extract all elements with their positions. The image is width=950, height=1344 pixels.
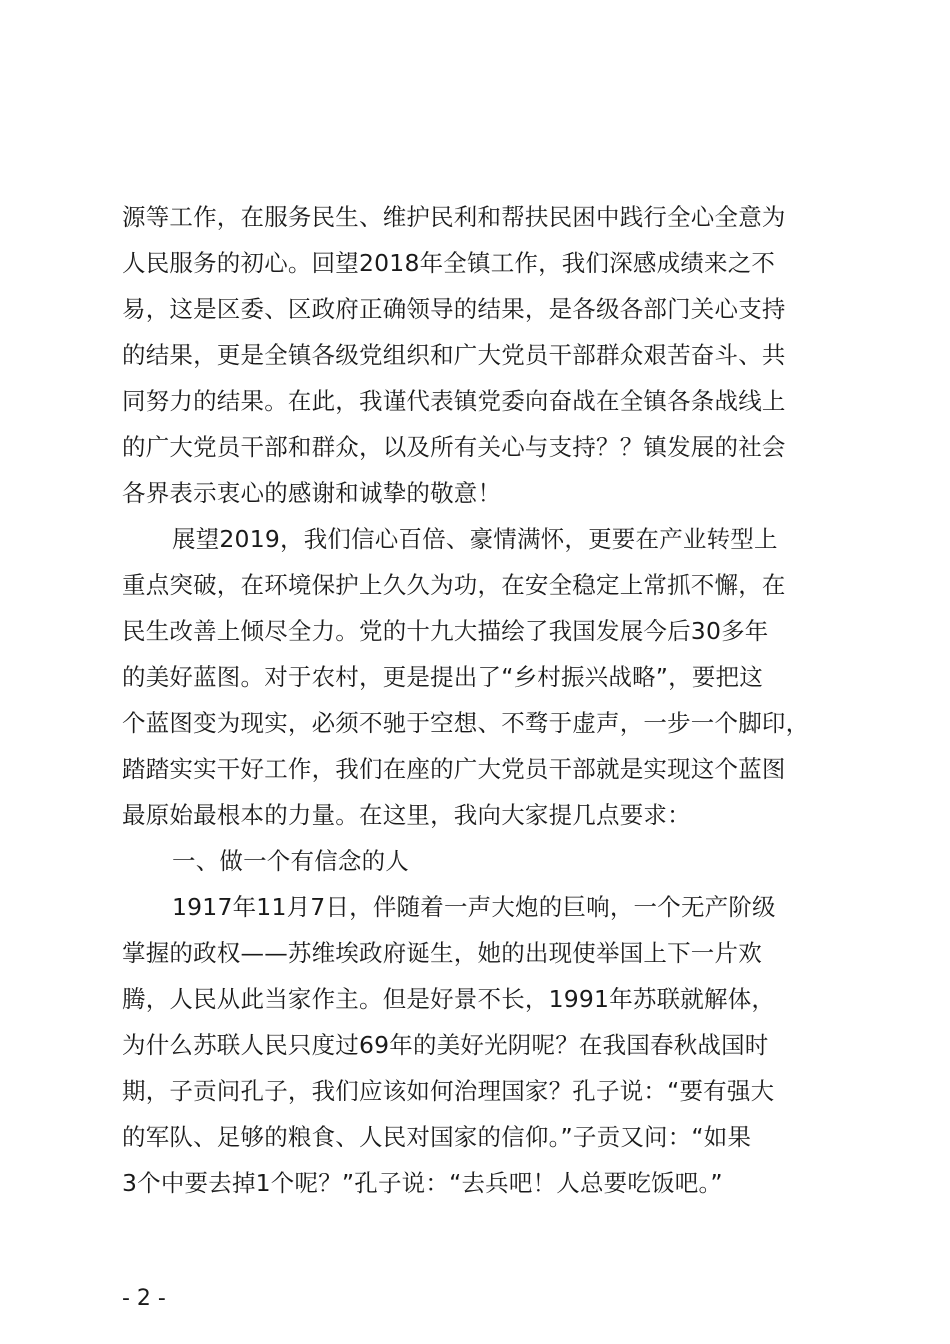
text-line: 展望2019，我们信心百倍、豪情满怀，更要在产业转型上	[172, 525, 778, 553]
text-line: 各界表示衷心的感谢和诚挚的敬意！	[122, 479, 502, 507]
text-line: 3个中要去掉1个呢？”孔子说：“去兵吧！人总要吃饭吧。”	[122, 1169, 723, 1197]
document-body	[122, 194, 832, 1206]
text-line: 人民服务的初心。回望2018年全镇工作，我们深感成绩来之不	[122, 249, 776, 277]
text-line: 同努力的结果。在此，我谨代表镇党委向奋战在全镇各条战线上	[122, 387, 786, 415]
text-line: 源等工作，在服务民生、维护民利和帮扶民困中践行全心全意为	[122, 203, 786, 231]
page-number: - 2 -	[122, 1286, 166, 1311]
text-line: 的军队、足够的粮食、人民对国家的信仰。”子贡又问：“如果	[122, 1123, 752, 1151]
text-line: 民生改善上倾尽全力。党的十九大描绘了我国发展今后30多年	[122, 617, 769, 645]
text-line: 掌握的政权——苏维埃政府诞生，她的出现使举国上下一片欢	[122, 939, 762, 967]
text-line: 腾，人民从此当家作主。但是好景不长，1991年苏联就解体，	[122, 985, 776, 1013]
text-line: 为什么苏联人民只度过69年的美好光阴呢？在我国春秋战国时	[122, 1031, 769, 1059]
text-line: 一、做一个有信念的人	[172, 847, 409, 875]
text-line: 易，这是区委、区政府正确领导的结果，是各级各部门关心支持	[122, 295, 786, 323]
text-line: 的广大党员干部和群众，以及所有关心与支持？？镇发展的社会	[122, 433, 786, 461]
text-line: 1917年11月7日，伴随着一声大炮的巨响，一个无产阶级	[172, 893, 776, 921]
text-line: 踏踏实实干好工作，我们在座的广大党员干部就是实现这个蓝图	[122, 755, 786, 783]
text-line: 期，子贡问孔子，我们应该如何治理国家？孔子说：“要有强大	[122, 1077, 775, 1105]
text-line: 的结果，更是全镇各级党组织和广大党员干部群众艰苦奋斗、共	[122, 341, 786, 369]
text-line: 个蓝图变为现实，必须不驰于空想、不骛于虚声，一步一个脚印，	[122, 709, 810, 737]
text-line: 重点突破，在环境保护上久久为功，在安全稳定上常抓不懈，在	[122, 571, 786, 599]
text-line: 的美好蓝图。对于农村，更是提出了“乡村振兴战略”，要把这	[122, 663, 763, 691]
text-line: 最原始最根本的力量。在这里，我向大家提几点要求：	[122, 801, 691, 829]
